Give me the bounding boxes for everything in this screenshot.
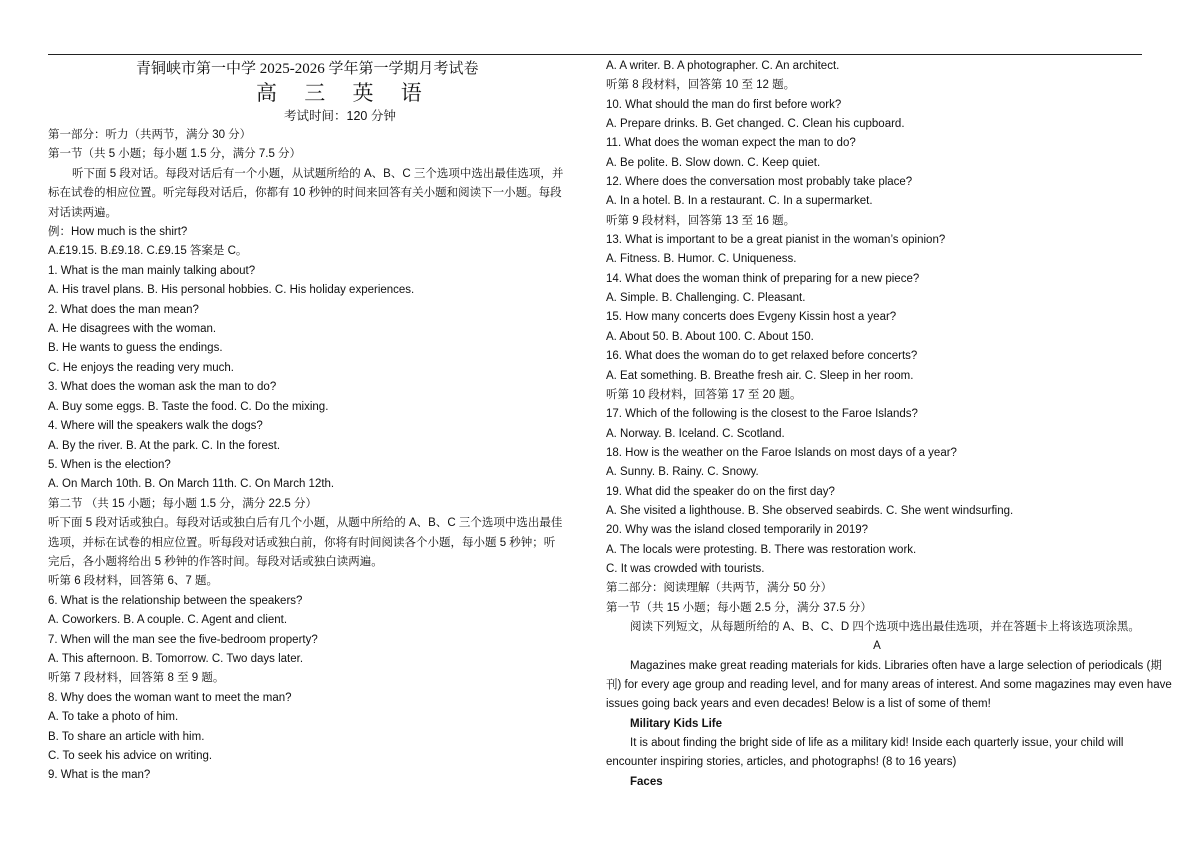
text-line: 20. Why was the island closed temporarily in 2019? bbox=[606, 524, 869, 537]
text-line: 12. Where does the conversation most probably take place? bbox=[606, 176, 913, 189]
text-line: B. To share an article with him. bbox=[48, 730, 205, 743]
text-line: A. Be polite. B. Slow down. C. Keep quiet. bbox=[606, 156, 821, 169]
text-line: 8. Why does the woman want to meet the man? bbox=[48, 691, 292, 704]
text-line: 听第 7 段材料，回答第 8 至 9 题。 bbox=[48, 672, 225, 685]
text-line: A. On March 10th. B. On March 11th. C. On March 12th. bbox=[48, 478, 335, 491]
text-line: 听第 6 段材料，回答第 6、7 题。 bbox=[48, 575, 218, 588]
left-column bbox=[48, 58, 596, 786]
text-line: 第二部分：阅读理解（共两节，满分 50 分） bbox=[606, 582, 833, 595]
text-line: 听第 8 段材料，回答第 10 至 12 题。 bbox=[606, 79, 796, 92]
text-line: A. His travel plans. B. His personal hobbies. C. His holiday experiences. bbox=[48, 284, 415, 297]
text-line: 选项，并标在试卷的相应位置。听每段对话或独白前，你将有时间阅读各个小题，每小题 5 秒钟；听 bbox=[48, 536, 556, 549]
text-line: 听第 9 段材料，回答第 13 至 16 题。 bbox=[606, 214, 796, 227]
text-line: It is about finding the bright side of life as a military kid! Inside each quarterly issue, your child will bbox=[630, 737, 1124, 750]
text-line: 第一部分：听力（共两节，满分 30 分） bbox=[48, 129, 252, 141]
text-line: 听第 10 段材料，回答第 17 至 20 题。 bbox=[606, 388, 802, 401]
text-line: C. It was crowded with tourists. bbox=[606, 562, 765, 575]
text-line: A. Prepare drinks. B. Get changed. C. Clean his cupboard. bbox=[606, 118, 905, 131]
text-line: 标在试卷的相应位置。听完每段对话后，你都有 10 秒钟的时间来回答有关小题和阅读下一小题。每段 bbox=[48, 187, 562, 200]
text-line: 5. When is the election? bbox=[48, 458, 171, 471]
text-line: C. He enjoys the reading very much. bbox=[48, 361, 235, 374]
text-line: 6. What is the relationship between the speakers? bbox=[48, 594, 303, 607]
text-line: 阅读下列短文，从每题所给的 A、B、C、D 四个选项中选出最佳选项，并在答题卡上将该选项涂黑。 bbox=[630, 620, 1140, 633]
text-line: 7. When will the man see the five-bedroom property? bbox=[48, 633, 318, 646]
text-line: 第一节（共 15 小题；每小题 2.5 分，满分 37.5 分） bbox=[606, 601, 872, 614]
text-line: A. Fitness. B. Humor. C. Uniqueness. bbox=[606, 253, 797, 266]
text-line: A. She visited a lighthouse. B. She observed seabirds. C. She went windsurfing. bbox=[606, 504, 1014, 517]
text-line: 第二节 （共 15 小题；每小题 1.5 分，满分 22.5 分） bbox=[48, 497, 318, 510]
text-line: Magazines make great reading materials for kids. Libraries often have a large selection of periodicals (期 bbox=[630, 659, 1162, 672]
text-line: 18. How is the weather on the Faroe Islands on most days of a year? bbox=[606, 446, 957, 459]
text-line: A. Buy some eggs. B. Taste the food. C. Do the mixing. bbox=[48, 400, 329, 413]
text-line: A. About 50. B. About 100. C. About 150. bbox=[606, 330, 814, 343]
text-line: 10. What should the man do first before work? bbox=[606, 98, 842, 111]
text-line: A.£19.15. B.£9.18. C.£9.15 答案是 C。 bbox=[48, 245, 248, 258]
text-line: Faces bbox=[630, 775, 663, 788]
left-column-body bbox=[48, 126, 596, 786]
top-rule bbox=[48, 54, 1142, 55]
text-line: 1. What is the man mainly talking about? bbox=[48, 264, 256, 277]
text-line: 例：How much is the shirt? bbox=[48, 226, 188, 239]
text-line: 15. How many concerts does Evgeny Kissin host a year? bbox=[606, 311, 897, 324]
text-line: 4. Where will the speakers walk the dogs? bbox=[48, 420, 263, 433]
text-line: 9. What is the man? bbox=[48, 769, 151, 782]
text-line: 16. What does the woman do to get relaxed before concerts? bbox=[606, 350, 918, 363]
text-line: 19. What did the speaker do on the first day? bbox=[606, 485, 835, 498]
text-line: B. He wants to guess the endings. bbox=[48, 342, 223, 355]
text-line: C. To seek his advice on writing. bbox=[48, 750, 213, 762]
text-line: A. By the river. B. At the park. C. In the forest. bbox=[48, 439, 281, 452]
text-line: 完后，各小题将给出 5 秒钟的作答时间。每段对话或独白读两遍。 bbox=[48, 555, 383, 568]
text-line: issues going back years and even decades! Below is a list of some of them! bbox=[606, 698, 991, 711]
text-line: 第一节（共 5 小题；每小题 1.5 分，满分 7.5 分） bbox=[48, 148, 302, 161]
text-line: 14. What does the woman think of preparing for a new piece? bbox=[606, 272, 920, 285]
text-line: A. Sunny. B. Rainy. C. Snowy. bbox=[606, 466, 759, 479]
text-line: 3. What does the woman ask the man to do? bbox=[48, 381, 277, 394]
text-line: A. This afternoon. B. Tomorrow. C. Two days later. bbox=[48, 652, 304, 665]
text-line: 11. What does the woman expect the man to do? bbox=[606, 137, 856, 150]
text-line: A. To take a photo of him. bbox=[48, 711, 179, 724]
text-line: A. Coworkers. B. A couple. C. Agent and client. bbox=[48, 614, 288, 627]
school-title: 青铜峡市第一中学 2025-2026 学年第一学期月考试卷 bbox=[136, 61, 479, 77]
exam-time: 考试时间：120 分钟 bbox=[284, 109, 396, 123]
text-line: A. A writer. B. A photographer. C. An architect. bbox=[606, 60, 840, 72]
text-line: A bbox=[873, 640, 881, 653]
text-line: 17. Which of the following is the closest to the Faroe Islands? bbox=[606, 408, 918, 421]
text-line: 听下面 5 段对话。每段对话后有一个小题，从试题所给的 A、B、C 三个选项中选出最佳选项，并 bbox=[72, 167, 564, 180]
text-line: Military Kids Life bbox=[630, 717, 723, 730]
text-line: 2. What does the man mean? bbox=[48, 303, 199, 316]
text-line: 听下面 5 段对话或独白。每段对话或独白后有几个小题，从题中所给的 A、B、C 三个选项中选出最佳 bbox=[48, 517, 563, 530]
text-line: A. The locals were protesting. B. There was restoration work. bbox=[606, 543, 917, 556]
text-line: 刊) for every age group and reading level, and for many areas of interest. And some magazines may even have bbox=[606, 679, 1172, 691]
subject-title: 高 三 英 语 bbox=[256, 81, 433, 105]
text-line: A. In a hotel. B. In a restaurant. C. In a supermarket. bbox=[606, 195, 873, 208]
right-column-body bbox=[606, 57, 1172, 792]
text-line: 13. What is important to be a great pianist in the woman’s opinion? bbox=[606, 234, 946, 247]
text-line: A. Simple. B. Challenging. C. Pleasant. bbox=[606, 292, 806, 305]
text-line: A. Norway. B. Iceland. C. Scotland. bbox=[606, 427, 785, 440]
text-line: 对话读两遍。 bbox=[48, 206, 117, 219]
text-line: A. He disagrees with the woman. bbox=[48, 323, 217, 336]
right-column bbox=[606, 57, 1172, 792]
text-line: encounter inspiring stories, articles, and photographs! (8 to 16 years) bbox=[606, 756, 957, 769]
text-line: A. Eat something. B. Breathe fresh air. C. Sleep in her room. bbox=[606, 369, 914, 382]
